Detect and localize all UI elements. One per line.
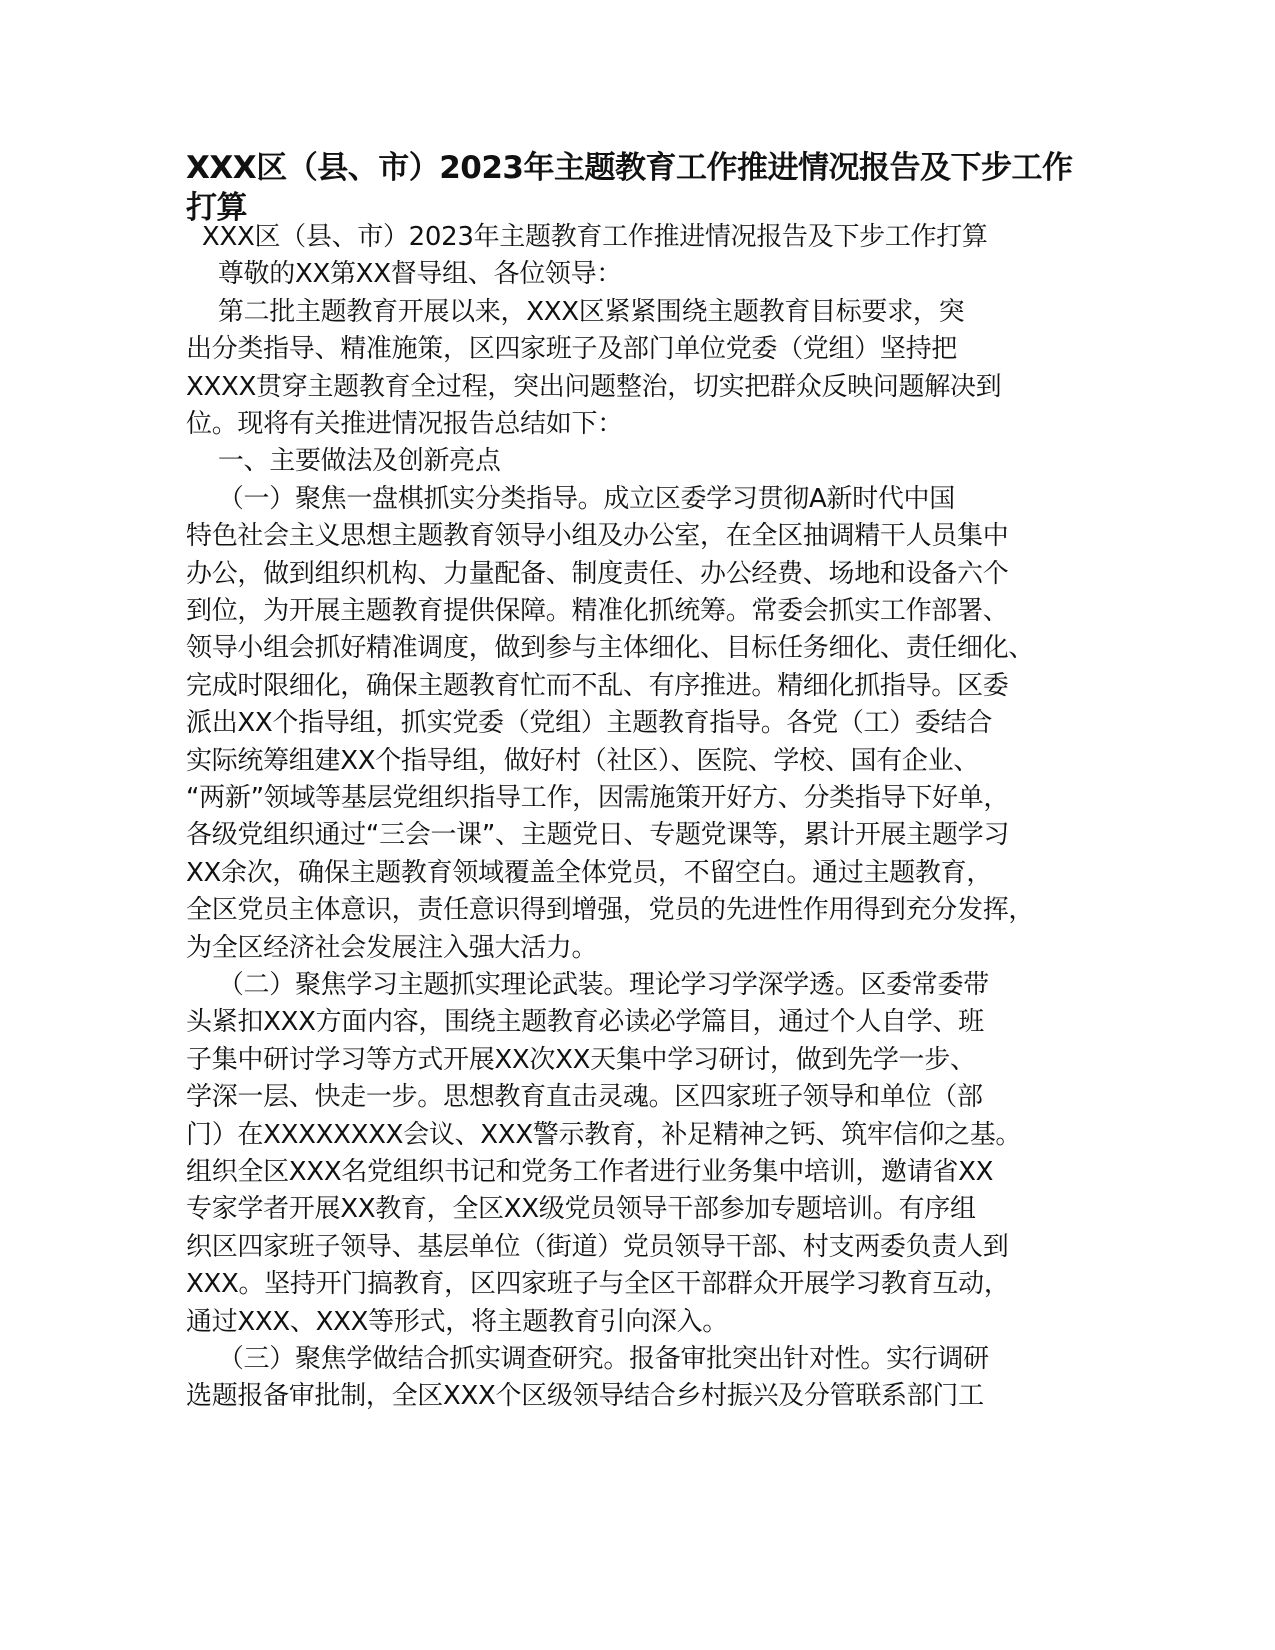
body-line: XXX。坚持开门搞教育，区四家班子与全区干部群众开展学习教育互动，	[186, 1269, 1010, 1300]
body-line: 特色社会主义思想主题教育领导小组及办公室，在全区抽调精干人员集中	[186, 521, 1009, 552]
body-line: （一）聚焦一盘棋抓实分类指导。成立区委学习贯彻A新时代中国	[186, 483, 955, 514]
body-line: 领导小组会抓好精准调度，做到参与主体细化、目标任务细化、责任细化、	[186, 633, 1035, 664]
body-line: 出分类指导、精准施策，区四家班子及部门单位党委（党组）坚持把	[186, 334, 958, 365]
body-line: （二）聚焦学习主题抓实理论武装。理论学习学深学透。区委常委带	[186, 970, 989, 1000]
body-line: （三）聚焦学做结合抓实调查研究。报备审批突出针对性。实行调研	[186, 1344, 989, 1374]
body-line: XXX区（县、市）2023年主题教育工作推进情况报告及下步工作打算	[186, 222, 988, 252]
body-line: 到位，为开展主题教育提供保障。精准化抓统筹。常委会抓实工作部署、	[186, 596, 1009, 626]
body-line: 派出XX个指导组，抓实党委（党组）主题教育指导。各党（工）委结合	[186, 708, 993, 739]
body-line: 门）在XXXXXXXX会议、XXX警示教育，补足精神之钙、筑牢信仰之基。	[186, 1119, 1022, 1150]
body-line: 组织全区XXX名党组织书记和党务工作者进行业务集中培训，邀请省XX	[186, 1157, 994, 1187]
body-line: XXXX贯穿主题教育全过程，突出问题整治，切实把群众反映问题解决到	[186, 371, 1002, 402]
body-line: 全区党员主体意识，责任意识得到增强，党员的先进性作用得到充分发挥，	[186, 895, 1035, 926]
body-line: 完成时限细化，确保主题教育忙而不乱、有序推进。精细化抓指导。区委	[186, 670, 1009, 701]
body-line: 通过XXX、XXX等形式，将主题教育引向深入。	[186, 1306, 728, 1337]
document-title: XXX区（县、市）2023年主题教育工作推进情况报告及下步工作打算	[186, 150, 1073, 226]
body-line: 尊敬的XX第XX督导组、各位领导：	[186, 259, 623, 290]
body-line: 实际统筹组建XX个指导组，做好村（社区）、医院、学校、国有企业、	[186, 745, 980, 776]
body-line: 头紧扣XXX方面内容，围绕主题教育必读必学篇目，通过个人自学、班	[186, 1007, 984, 1038]
body-line: 学深一层、快走一步。思想教育直击灵魂。区四家班子领导和单位（部	[186, 1082, 983, 1113]
body-line: 一、主要做法及创新亮点	[186, 446, 501, 477]
body-line: 选题报备审批制，全区XXX个区级领导结合乡村振兴及分管联系部门工	[186, 1381, 984, 1412]
body-line: 位。现将有关推进情况报告总结如下：	[186, 409, 623, 439]
body-line: “两新”领域等基层党组织指导工作，因需施策开好方、分类指导下好单，	[186, 783, 1010, 813]
body-line: 为全区经济社会发展注入强大活力。	[186, 932, 598, 963]
body-line: 各级党组织通过“三会一课”、主题党日、专题党课等，累计开展主题学习	[186, 820, 1010, 851]
body-line: 办公，做到组织机构、力量配备、制度责任、办公经费、场地和设备六个	[186, 558, 1009, 589]
body-line: 第二批主题教育开展以来，XXX区紧紧围绕主题教育目标要求，突	[186, 296, 965, 327]
body-line: XX余次，确保主题教育领域覆盖全体党员，不留空白。通过主题教育，	[186, 857, 993, 888]
body-line: 织区四家班子领导、基层单位（街道）党员领导干部、村支两委负责人到	[186, 1231, 1009, 1262]
body-line: 子集中研讨学习等方式开展XX次XX天集中学习研讨，做到先学一步、	[186, 1044, 976, 1075]
body-line: 专家学者开展XX教育，全区XX级党员领导干部参加专题培训。有序组	[186, 1194, 976, 1225]
